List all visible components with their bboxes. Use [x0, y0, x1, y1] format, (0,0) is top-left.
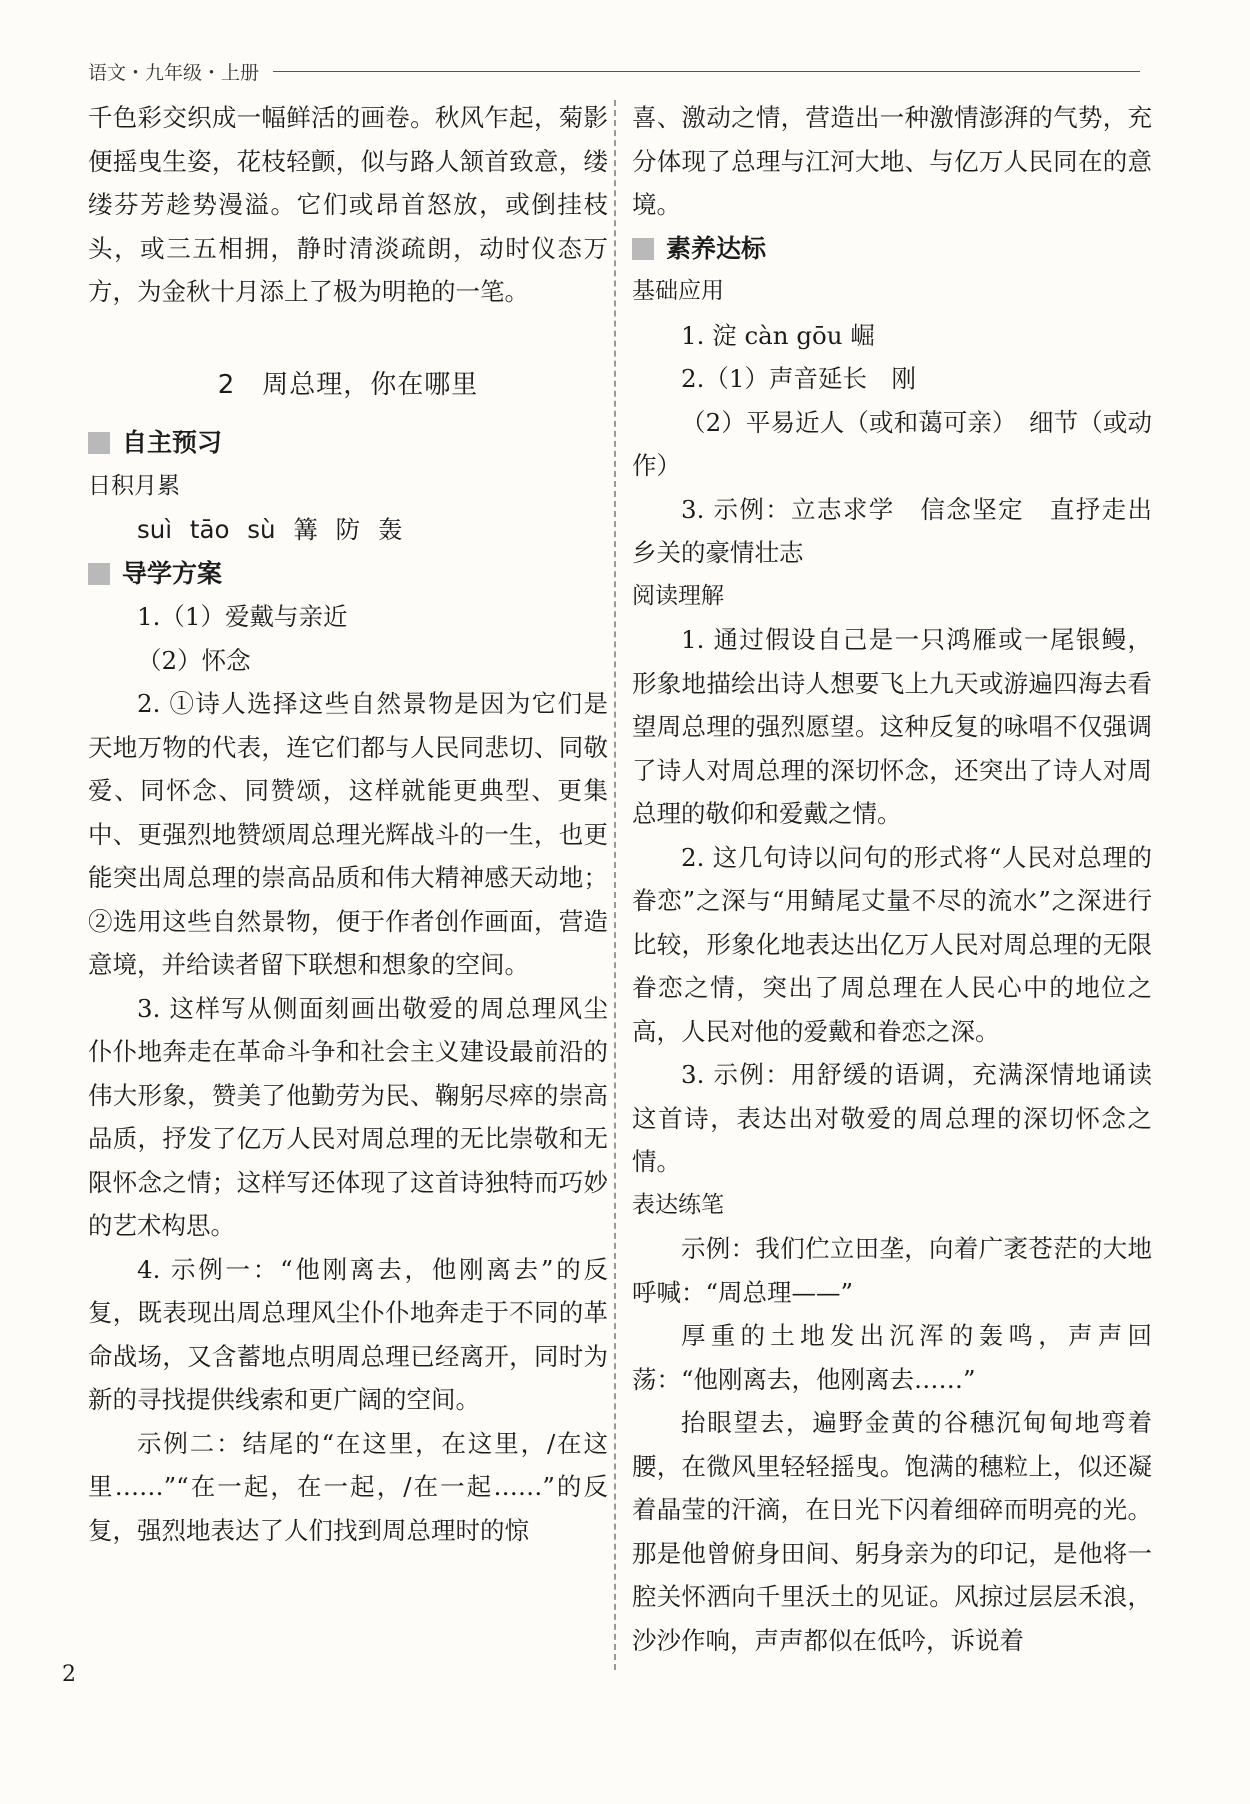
answer-paragraph: 2. ①诗人选择这些自然景物是因为它们是天地万物的代表，连它们都与人民同悲切、同敬爱、同怀念、同赞颂，这样就能更典型、更集中、更强烈地赞颂周总理光辉战斗的一生，也更能突出周总理的崇高品质和伟大精神感天动地；②选用这些自然景物，便于作者创作画面，营造意境，并给读者留下联想和想象的空间。 [88, 689, 608, 979]
answer-line: （2）平易近人（或和蔼可亲） 细节（或动作） [632, 407, 1152, 480]
section-heading-literacy [632, 227, 1152, 271]
square-bullet-icon [632, 238, 654, 260]
running-header: 语文・九年级・上册 [88, 58, 273, 85]
answer-line: 2.（1）声音延长 刚 [681, 364, 916, 393]
page-number: 2 [62, 1662, 76, 1687]
subheading-expression: 表达练笔 [632, 1191, 724, 1218]
lesson-title: 2 周总理，你在哪里 [217, 369, 479, 400]
section-heading-label: 素养达标 [666, 233, 767, 263]
answer-line: 3. 示例：立志求学 信念坚定 直抒走出乡关的豪情壮志 [632, 494, 1152, 567]
answer-paragraph: 厚重的土地发出沉浑的轰鸣，声声回荡：“他刚离去，他刚离去……” [632, 1321, 1152, 1394]
page-header [88, 52, 1140, 92]
answer-paragraph: 示例：我们伫立田垄，向着广袤苍茫的大地呼喊：“周总理——” [632, 1234, 1152, 1307]
section-heading-label: 导学方案 [122, 558, 223, 588]
subheading-reading: 阅读理解 [632, 582, 724, 609]
answer-line: 1.（1）爱戴与亲近 [137, 602, 348, 631]
paragraph: 喜、激动之情，营造出一种激情澎湃的气势，充分体现了总理与江河大地、与亿万人民同在的意境。 [632, 103, 1152, 219]
answer-paragraph: 3. 这样写从侧面刻画出敬爱的周总理风尘仆仆地奔走在革命斗争和社会主义建设最前沿的伟大形象，赞美了他勤劳为民、鞠躬尽瘁的崇高品质，抒发了亿万人民对周总理的无比崇敬和无限怀念之情；这样写还体现了这首诗独特而巧妙的艺术构思。 [88, 993, 608, 1240]
answer-line: （2）怀念 [137, 645, 251, 675]
left-column [88, 96, 608, 1552]
answer-line: suì tāo sù 篝 防 轰 [137, 515, 403, 544]
paragraph: 千色彩交织成一幅鲜活的画卷。秋风乍起，菊影便摇曳生姿，花枝轻颤，似与路人颔首致意，缕缕芬芳趁势漫溢。它们或昂首怒放，或倒挂枝头，或三五相拥，静时清淡疏朗，动时仪态万方，为金秋十月添上了极为明艳的一笔。 [88, 103, 608, 306]
square-bullet-icon [88, 563, 110, 585]
section-heading-preview [88, 421, 608, 465]
answer-paragraph: 2. 这几句诗以问句的形式将“人民对总理的眷恋”之深与“用鲭尾丈量不尽的流水”之深进行比较，形象化地表达出亿万人民对周总理的无限眷恋之情，突出了周总理在人民心中的地位之高，人民对他的爱戴和眷恋之深。 [632, 842, 1152, 1046]
square-bullet-icon [88, 432, 110, 454]
answer-paragraph: 示例二：结尾的“在这里，在这里，/在这里……”“在一起，在一起，/在一起……”的反复，强烈地表达了人们找到周总理时的惊 [88, 1428, 608, 1545]
column-divider [614, 100, 616, 1670]
answer-line: 1. 淀 càn gōu 崛 [681, 320, 875, 350]
answer-paragraph: 抬眼望去，遍野金黄的谷穗沉甸甸地弯着腰，在微风里轻轻摇曳。饱满的穗粒上，似还凝着晶莹的汗滴，在日光下闪着细碎而明亮的光。那是他曾俯身田间、躬身亲为的印记，是他将一腔关怀洒向千里沃土的见证。风掠过层层禾浪，沙沙作响，声声都似在低吟，诉说着 [632, 1408, 1152, 1655]
answer-paragraph: 1. 通过假设自己是一只鸿雁或一尾银鳗，形象地描绘出诗人想要飞上九天或游遍四海去看望周总理的强烈愿望。这种反复的咏唱不仅强调了诗人对周总理的深切怀念，还突出了诗人对周总理的敬仰和爱戴之情。 [632, 625, 1152, 828]
section-heading-label: 自主预习 [122, 428, 223, 457]
answer-paragraph: 4. 示例一：“他刚离去，他刚离去”的反复，既表现出周总理风尘仆仆地奔走于不同的革命战场，又含蓄地点明周总理已经离开，同时为新的寻找提供线索和更广阔的空间。 [88, 1254, 608, 1414]
right-column [632, 96, 1152, 1662]
section-heading-guide [88, 552, 608, 596]
answer-paragraph: 3. 示例：用舒缓的语调，充满深情地诵读这首诗，表达出对敬爱的周总理的深切怀念之情。 [632, 1060, 1152, 1176]
subheading-accumulation: 日积月累 [88, 472, 180, 499]
subheading-basic: 基础应用 [632, 278, 724, 304]
